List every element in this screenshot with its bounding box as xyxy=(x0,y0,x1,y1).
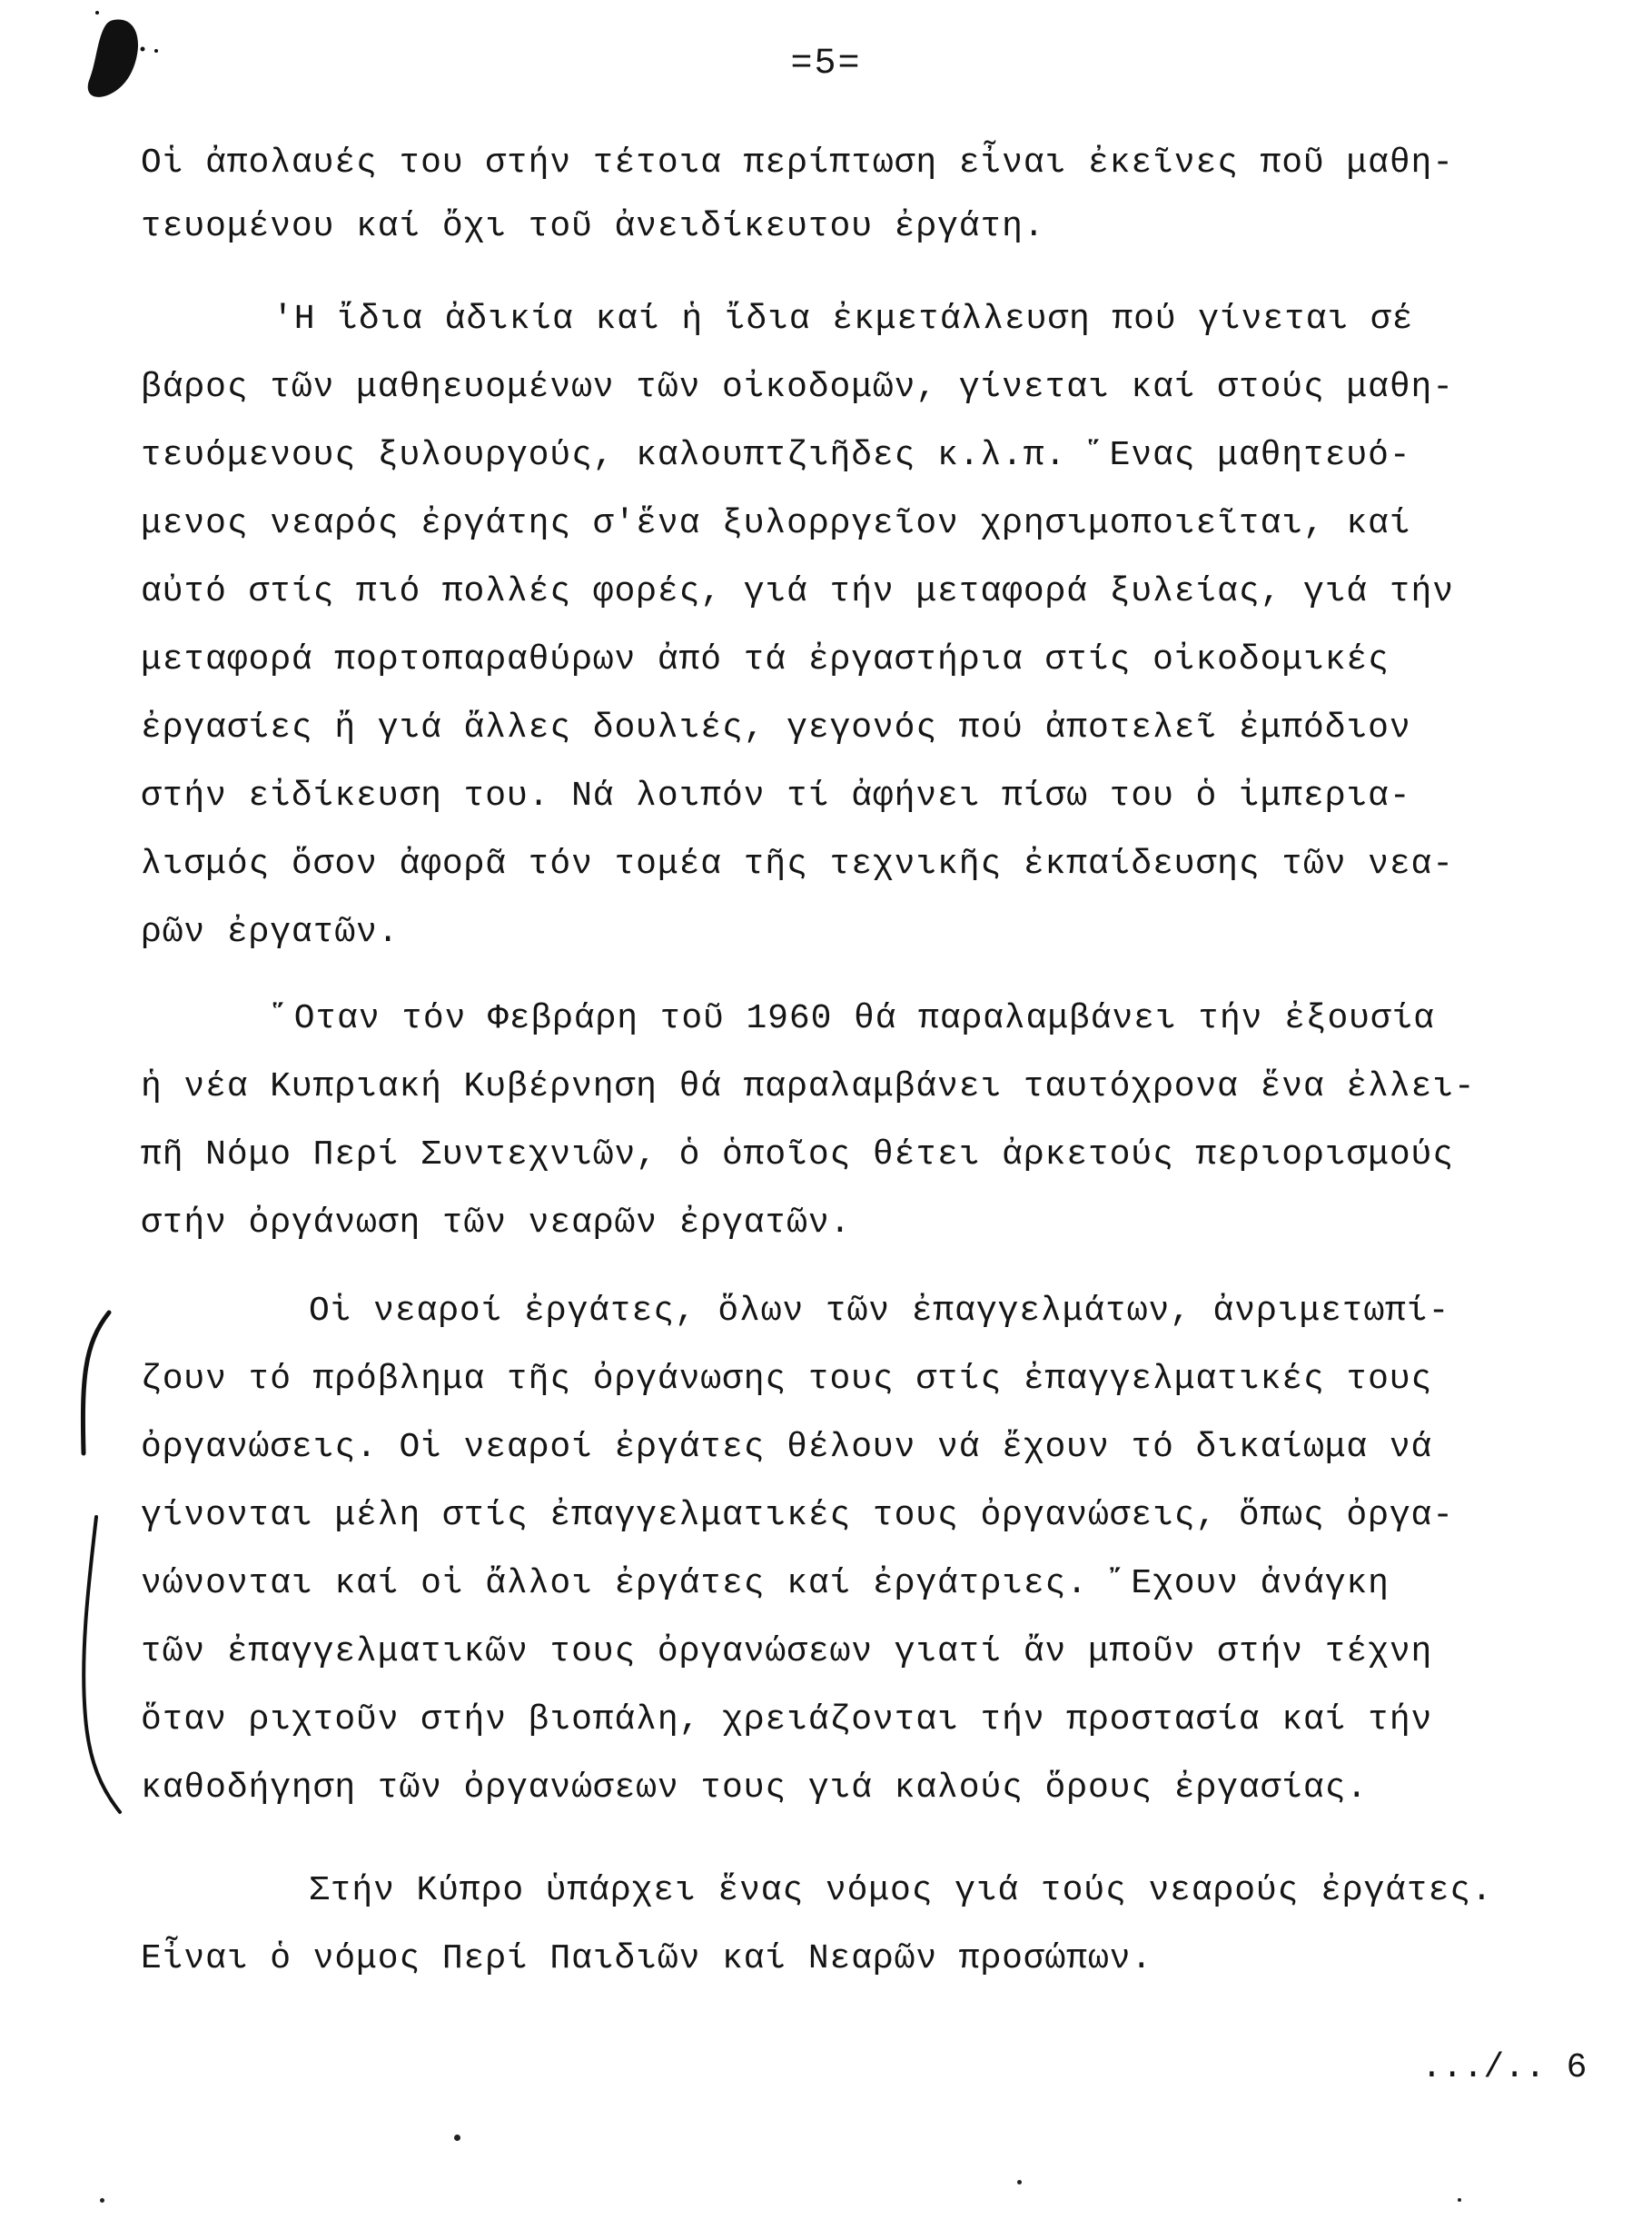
paper-speck xyxy=(100,2198,104,2203)
text-line: Στήν Κύπρο ὑπάρχει ἕνας νόμος γιά τούς νεαρούς ἐργάτες. xyxy=(309,1871,1493,1910)
text-line: στήν εἰδίκευση του. Νά λοιπόν τί ἀφήνει πίσω του ὁ ἰμπερια- xyxy=(141,777,1411,816)
text-line: τευομένου καί ὄχι τοῦ ἀνειδίκευτου ἐργάτη. xyxy=(141,207,1045,246)
text-line: τῶν ἐπαγγελματικῶν τους ὀργανώσεων γιατί ἄν μποῦν στήν τέχνη xyxy=(141,1632,1433,1671)
text-line: αὐτό στίς πιό πολλές φορές, γιά τήν μεταφορά ξυλείας, γιά τήν xyxy=(141,572,1454,611)
paper-speck xyxy=(1458,2198,1461,2202)
text-line: στήν ὀργάνωση τῶν νεαρῶν ἐργατῶν. xyxy=(141,1204,852,1243)
text-line: Οἱ νεαροί ἐργάτες, ὅλων τῶν ἐπαγγελμάτων, ἀνριμετωπί- xyxy=(309,1292,1450,1331)
text-line: μενος νεαρός ἐργάτης σ'ἕνα ξυλορργεῖον χρησιμοποιεῖται, καί xyxy=(141,504,1411,543)
text-line: μεταφορά πορτοπαραθύρων ἀπό τά ἐργαστήρια στίς οἰκοδομικές xyxy=(141,640,1390,679)
page-continuation: .../.. 6 xyxy=(1421,2048,1588,2087)
text-line: ἡ νέα Κυπριακή Κυβέρνηση θά παραλαμβάνει ταυτόχρονα ἕνα ἐλλει- xyxy=(141,1067,1476,1106)
text-line: ρῶν ἐργατῶν. xyxy=(141,913,400,952)
text-line: ὅταν ριχτοῦν στήν βιοπάλη, χρειάζονται τήν προστασία καί τήν xyxy=(141,1700,1433,1739)
text-line: ζουν τό πρόβλημα τῆς ὀργάνωσης τους στίς ἐπαγγελματικές τους xyxy=(141,1360,1433,1399)
text-line: τευόμενους ξυλουργούς, καλουπτζιῆδες κ.λ.π. ῞Ενας μαθητευό- xyxy=(141,436,1411,475)
text-line: ῞Οταν τόν Φεβράρη τοῦ 1960 θά παραλαμβάνει τήν ἐξουσία xyxy=(272,999,1435,1038)
paper-speck xyxy=(1017,2180,1022,2185)
text-line: 'Η ἴδια ἀδικία καί ἡ ἴδια ἐκμετάλλευση πού γίνεται σέ xyxy=(272,300,1414,339)
text-line: πῆ Νόμο Περί Συντεχνιῶν, ὁ ὁποῖος θέτει ἀρκετούς περιορισμούς xyxy=(141,1135,1454,1174)
text-line: νώνονται καί οἱ ἄλλοι ἐργάτες καί ἐργάτριες. ῎Εχουν ἀνάγκη xyxy=(141,1564,1390,1603)
text-line: Οἱ ἀπολαυές του στήν τέτοια περίπτωση εἶναι ἐκεῖνες ποῦ μαθη- xyxy=(141,144,1454,183)
page-number: =5= xyxy=(790,44,862,84)
margin-bracket-mark xyxy=(73,1308,136,1817)
text-line: Εἶναι ὁ νόμος Περί Παιδιῶν καί Νεαρῶν προσώπων. xyxy=(141,1939,1153,1978)
text-line: βάρος τῶν μαθηευομένων τῶν οἰκοδομῶν, γίνεται καί στούς μαθη- xyxy=(141,368,1454,407)
text-line: ὀργανώσεις. Οἱ νεαροί ἐργάτες θέλουν νά ἔχουν τό δικαίωμα νά xyxy=(141,1428,1433,1467)
text-line: ἐργασίες ἤ γιά ἄλλες δουλιές, γεγονός πού ἀποτελεῖ ἐμπόδιον xyxy=(141,708,1411,748)
text-line: καθοδήγηση τῶν ὀργανώσεων τους γιά καλούς ὅρους ἐργασίας. xyxy=(141,1768,1369,1808)
text-line: γίνονται μέλη στίς ἐπαγγελματικές τους ὀργανώσεις, ὅπως ὀργα- xyxy=(141,1496,1454,1535)
text-line: λισμός ὅσον ἀφορᾶ τόν τομέα τῆς τεχνικῆς ἐκπαίδευσης τῶν νεα- xyxy=(141,845,1454,884)
paper-speck xyxy=(454,2135,460,2141)
